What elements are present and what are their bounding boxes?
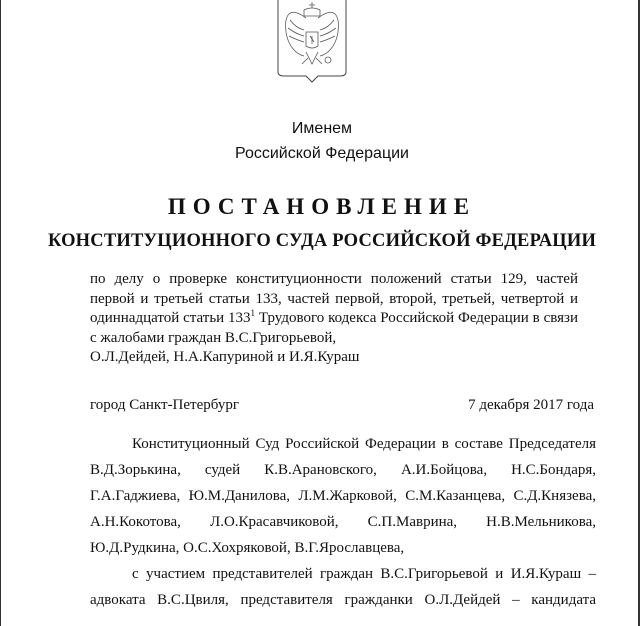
case-subject — [90, 270, 578, 368]
subject-part-2: Трудового кодекса Российской Федерации в связи с жалобами граждан В.С.Григорьевой, — [90, 310, 578, 346]
header-line-1: Именем — [291, 120, 353, 137]
document-body — [90, 431, 596, 613]
place-date-line — [90, 397, 594, 414]
body-paragraph-2: с участием представителей граждан В.С.Григорьевой и И.Я.Кураш – адвоката В.С.Цвиля, представителя гражданки О.Л.Дейдей – кандидата — [90, 566, 596, 608]
subject-part-3: О.Л.Дейдей, Н.А.Капуриной и И.Я.Кураш — [90, 349, 360, 366]
header-line-2: Российской Федерации — [235, 145, 409, 162]
coat-of-arms-emblem — [276, 0, 348, 84]
place: город Санкт-Петербург — [90, 397, 239, 413]
document-subtitle: КОНСТИТУЦИОННОГО СУДА РОССИЙСКОЙ ФЕДЕРАЦИИ — [47, 231, 597, 251]
date: 7 декабря 2017 года — [468, 397, 594, 413]
body-paragraph-1: Конституционный Суд Российской Федерации в составе Председателя В.Д.Зорькина, судей К.В.Арановского, А.И.Бойцова, Н.С.Бондаря, Г.А.Гаджиева, Ю.М.Данилова, Л.М.Жарковой, С.М.Казанцева, С.Д.Князева, А.Н.Кокотова, Л.О.Красавчиковой, С.П.Маврина, Н.В.Мельникова, Ю.Д.Рудкина, О.С.Хохряковой, В.Г.Ярославцева, — [90, 436, 596, 556]
document-title: ПОСТАНОВЛЕНИЕ — [167, 194, 477, 219]
subject-part-1: по делу о проверке конституционности положений статьи 129, частей первой и третьей статьи 133, частей первой, второй, третьей, четвертой и одиннадцатой статьи 133 — [90, 271, 578, 327]
subject-superscript: 1 — [250, 308, 256, 319]
